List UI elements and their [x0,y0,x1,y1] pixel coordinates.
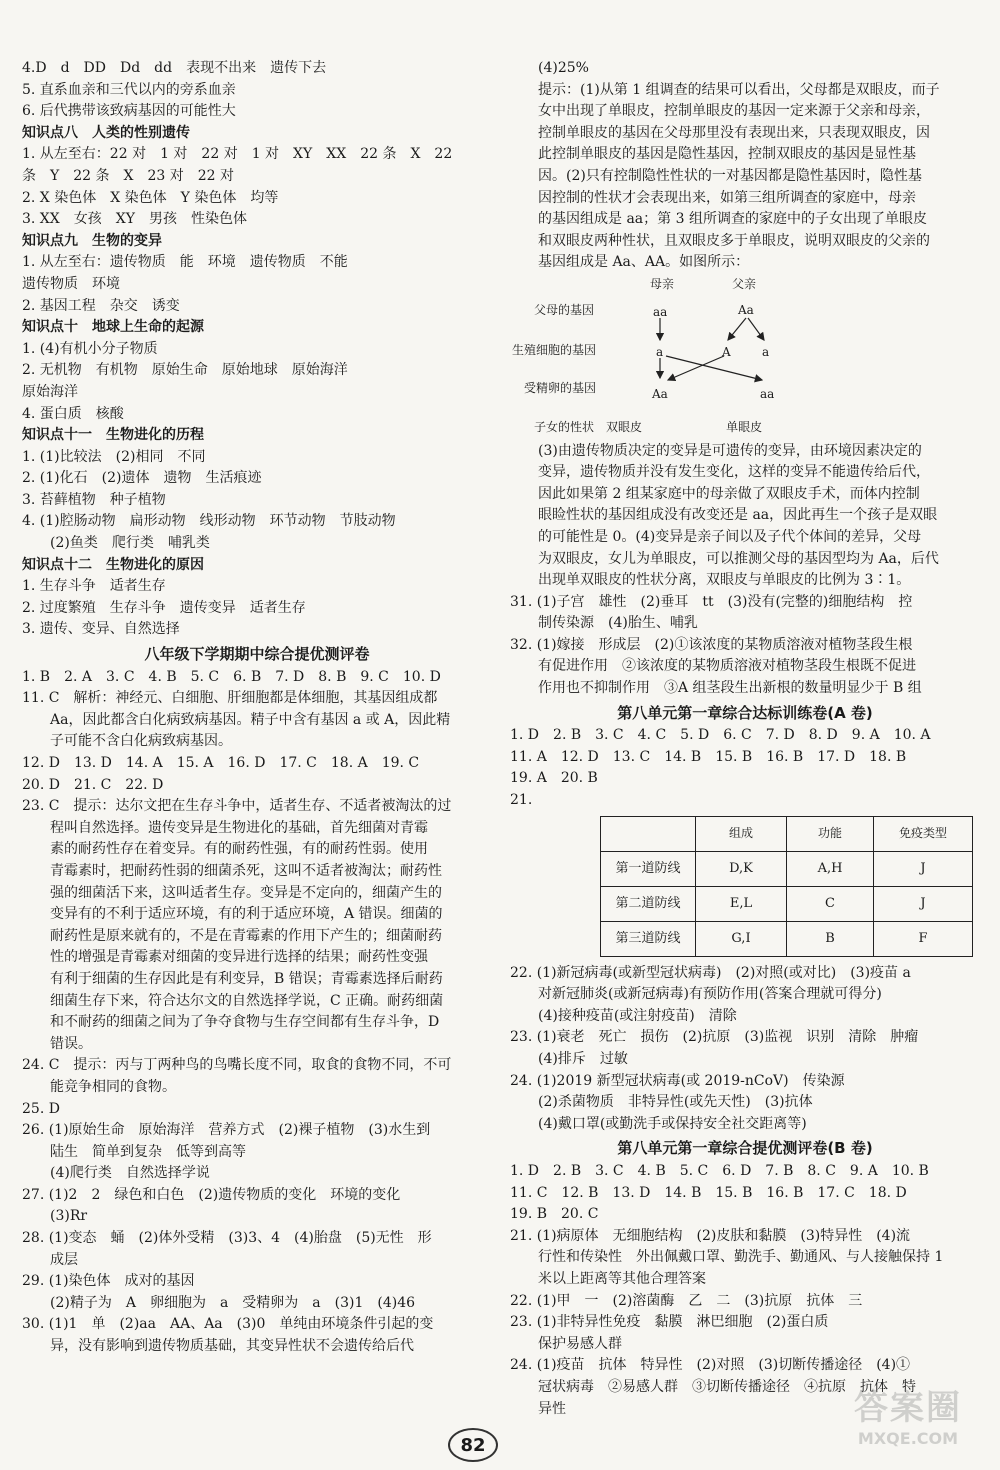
mother-cell-gene: a [656,344,664,359]
page-number: 82 [448,1428,498,1462]
label-mother: 母亲 [650,276,675,291]
inheritance-diagram [510,278,980,423]
answer-line: 和双眼皮两种性状，且双眼皮多于单眼皮，说明双眼皮的父亲的 [538,232,930,249]
answer-line: 变异，遗传物质并没有发生变化，这样的变异不能遗传给后代， [538,464,930,481]
answer-line: (4)排斥 过敏 [538,1051,628,1067]
table-cell: F [874,921,973,956]
right-column [510,58,980,1420]
answer-line: 错误。 [50,1035,92,1052]
answer-line: 12. D 13. D 14. A 15. A 16. D 17. C 18. A 19. C [22,755,420,771]
trait-single-eyelid: 单眼皮 [726,419,763,434]
table-header-cell: 免疫类型 [874,816,973,851]
answer-line: 1. (1)比较法 (2)相同 不同 [22,448,206,465]
table-header-cell: 功能 [787,816,874,851]
answer-line: 24. C 提示：丙与丁两种鸟的鸟嘴长度不同，取食的食物不同，不可 [22,1057,452,1074]
table-header-cell [601,816,696,851]
answer-line: 23. (1)衰老 死亡 损伤 (2)抗原 (3)监视 识别 清除 肿瘤 [510,1029,919,1046]
table-cell: J [874,886,973,921]
answer-line: 1. (4)有机小分子物质 [22,340,158,357]
section-heading: 知识点八 人类的性别遗传 [22,124,190,141]
father-cell-gene-a: a [762,344,770,359]
section-heading: 知识点十一 生物进化的历程 [22,427,204,444]
answer-line: 28. (1)变态 蛹 (2)体外受精 (3)3、4 (4)胎盘 (5)无性 形 [22,1230,432,1247]
trait-double-eyelid: 双眼皮 [606,419,643,434]
table-cell: 第一道防线 [601,851,696,886]
table-cell: C [787,886,874,921]
immunity-table-wrap [510,816,980,957]
answer-line: 11. C 12. B 13. D 14. B 15. B 16. B 17. C 18. D [510,1184,907,1201]
answer-line: 强的细菌活下来，这叫适者生存。变异是不定向的，细菌产生的 [50,884,442,901]
zygote-aa: aa [760,386,775,401]
answer-line: 提示：(1)从第 1 组调查的结果可以看出，父母都是双眼皮，而子 [538,81,940,98]
answer-line: 1. D 2. B 3. C 4. B 5. C 6. D 7. B 8. C 9. A 10. B [510,1162,929,1179]
answer-line: 的基因组成是 aa；第 3 组所调查的家庭中的子女出现了单眼皮 [538,211,927,228]
answer-line: 2. (1)化石 (2)遗体 遗物 生活痕迹 [22,470,262,487]
table-cell: A,H [787,851,874,886]
answer-line: 有利于细菌的生存因此是有利变异，B 错误；青霉素选择后耐药 [50,970,443,987]
father-gene: Aa [738,302,754,317]
answer-line: 22. (1)甲 一 (2)溶菌酶 乙 二 (3)抗原 抗体 三 [510,1292,863,1309]
section-title: 八年级下学期期中综合提优测评卷 [144,645,370,664]
answer-line: 5. 直系血亲和三代以内的旁系血亲 [22,81,236,98]
answer-line: 此控制单眼皮的基因是隐性基因，控制双眼皮的基因是显性基 [538,146,916,163]
answer-line: 因此如果第 2 组某家庭中的母亲做了双眼皮手术，而体内控制 [538,485,920,502]
section-heading: 知识点十 地球上生命的起源 [22,319,204,336]
answer-line: 能竞争相同的食物。 [50,1078,176,1095]
answer-line: 作用也不抑制作用 ③A 组茎段生出新根的数量明显少于 B 组 [538,680,922,697]
section-heading: 知识点九 生物的变异 [22,232,162,249]
answer-line: 行性和传染性 外出佩戴口罩、勤洗手、勤通风、与人接触保持 1 [538,1249,944,1266]
answer-line: (4)接种疫苗(或注射疫苗) 清除 [538,1007,737,1024]
answer-line: (2)鱼类 爬行类 哺乳类 [50,535,210,552]
answer-line: 19. A 20. B [510,770,598,787]
section-title: 第八单元第一章综合提优测评卷(B 卷) [617,1139,873,1158]
mother-gene: aa [653,304,668,319]
answer-line: 变异有的不利于适应环境，有的利于适应环境，A 错误。细菌的 [50,906,443,923]
left-column [22,58,492,1358]
answer-line: 4.D d DD Dd dd 表现不出来 遗传下去 [22,60,327,76]
table-cell: D,K [696,851,787,886]
answer-line: (4)25% [538,60,589,76]
answer-line: 3. 遗传、变异、自然选择 [22,621,180,638]
answer-line: 4. 蛋白质 核酸 [22,405,124,422]
answer-line: 1. 从左至右：22 对 1 对 22 对 1 对 XY XX 22 条 X 22 [22,146,453,163]
answer-line: 冠状病毒 ②易感人群 ③切断传播途径 ④抗原 抗体 特 [538,1378,916,1395]
section-title: 第八单元第一章综合达标训练卷(A 卷) [617,703,873,722]
answer-line: 22. (1)新冠病毒(或新型冠状病毒) (2)对照(或对比) (3)疫苗 a [510,964,911,981]
answer-line: 29. (1)染色体 成对的基因 [22,1273,195,1290]
answer-line: (3)Rr [50,1208,88,1225]
answer-line: 1. 生存斗争 适者生存 [22,578,166,595]
answer-line: 11. C 解析：神经元、白细胞、肝细胞都是体细胞，其基因组成都 [22,690,438,707]
answer-line: 因控制的性状才会表现出来，如第三组所调查的家庭中，母亲 [538,189,916,206]
answer-line: Aa，因此都含白化病致病基因。精子中含有基因 a 或 A，因此精 [50,711,451,728]
answer-line: 因。(2)只有控制隐性性状的一对基因都是隐性基因时，隐性基 [538,167,922,184]
answer-line: 米以上距离等其他合理答案 [538,1270,706,1287]
answer-line: (3)由遗传物质决定的变异是可遗传的变异，由环境因素决定的 [538,442,922,459]
section-heading: 知识点十二 生物进化的原因 [22,556,204,573]
answer-line: 20. D 21. C 22. D [22,776,164,793]
right-bottom-text [510,963,980,1420]
answer-line: 23. C 提示：达尔文把在生存斗争中，适者生存、不适者被淘汰的过 [22,798,452,815]
table-cell: G,I [696,921,787,956]
row-offspring-traits: 子女的性状 双眼皮 单眼皮 [534,419,763,434]
page-number-badge-icon [448,1428,498,1462]
answer-line: 性的增强是青霉素对细菌的变异进行选择的结果；耐药性变强 [50,949,428,966]
answer-line: (2)杀菌物质 非特异性(或先天性) (3)抗体 [538,1094,813,1111]
answer-line: 控制单眼皮的基因在父母那里没有表现出来，只表现双眼皮，因 [538,124,930,141]
answer-line: (4)爬行类 自然选择学说 [50,1165,210,1182]
zygote-Aa: Aa [652,386,668,401]
table-row [601,851,973,886]
table-header-cell: 组成 [696,816,787,851]
answer-line: 女中出现了单眼皮，控制单眼皮的基因一定来源于父亲和母亲， [538,103,930,120]
answer-line: 19. B 20. C [510,1206,599,1223]
arrow-cross-right [666,356,762,380]
answer-line: 31. (1)子宫 雄性 (2)垂耳 tt (3)没有(完整的)细胞结构 控 [510,593,913,610]
answer-line: 27. (1)2 2 绿色和白色 (2)遗传物质的变化 环境的变化 [22,1186,401,1203]
answer-line: 24. (1)疫苗 抗体 特异性 (2)对照 (3)切断传播途径 (4)① [510,1357,911,1374]
answer-line: 1. 从左至右：遗传物质 能 环境 遗传物质 不能 [22,254,348,271]
label-father: 父亲 [732,276,757,291]
answer-line: 青霉素时，把耐药性弱的细菌杀死，这叫不适者被淘汰；耐药性 [50,862,442,879]
answer-line: 的可能性是 0。(4)变异是亲子间以及子代个体间的差异，父母 [538,528,922,545]
answer-line: 1. D 2. B 3. C 4. C 5. D 6. C 7. D 8. D 9. A 10. A [510,727,931,744]
answer-line: 成层 [50,1251,78,1268]
watermark-logo: 答案圈 MXQE.COM [854,1388,962,1448]
answer-line: 条 Y 22 条 X 23 对 22 对 [22,167,235,184]
answer-line: 程叫自然选择。遗传变异是生物进化的基础，首先细菌对青霉 [50,819,428,836]
answer-line: 3. XX 女孩 XY 男孩 性染色体 [22,211,247,228]
answer-line: (2)精子为 A 卵细胞为 a 受精卵为 a (3)1 (4)46 [50,1294,416,1311]
answer-line: 3. 苔藓植物 种子植物 [22,491,166,508]
table-cell: 第三道防线 [601,921,696,956]
right-middle-text [510,441,980,812]
answer-line: 26. (1)原始生命 原始海洋 营养方式 (2)裸子植物 (3)水生到 [22,1122,431,1139]
table-cell: J [874,851,973,886]
answer-line: 21. [510,792,533,809]
row-germ-cell-genes: 生殖细胞的基因 [512,342,597,357]
answer-line: 2. 无机物 有机物 原始生命 原始地球 原始海洋 [22,362,348,379]
answer-line: 有促进作用 ②该浓度的某物质溶液对植物茎段生根既不促进 [538,658,916,675]
answer-line: 1. B 2. A 3. C 4. B 5. C 6. B 7. D 8. B 9. C 10. D [22,668,441,685]
father-cell-gene-A: A [722,344,731,359]
answer-line: 基因组成是 Aa、AA。如图所示： [538,254,750,271]
answer-line: 30. (1)1 单 (2)aa AA、Aa (3)0 单纯由环境条件引起的变 [22,1316,434,1333]
table-cell: E,L [696,886,787,921]
answer-line: 异，没有影响到遗传物质基础，其变异性状不会遗传给后代 [50,1338,414,1355]
answer-line: 素的耐药性存在着变异。有的耐药性强，有的耐药性弱。使用 [50,841,428,858]
answer-line: 陆生 简单到复杂 低等到高等 [50,1143,246,1160]
row-zygote-genes: 受精卵的基因 [524,380,597,395]
answer-line: 出现单双眼皮的性状分离，双眼皮与单眼皮的比例为 3∶1。 [538,572,911,589]
answer-line: 2. 基因工程 杂交 诱变 [22,297,180,314]
answer-line: 耐药性是原来就有的，不是在青霉素的作用下产生的；细菌耐药 [50,927,442,944]
answer-line: 细菌生存下来，符合达尔文的自然选择学说，C 正确。耐药细菌 [50,992,444,1009]
answer-line: 25. D [22,1100,60,1117]
answer-line: 11. A 12. D 13. C 14. B 15. B 16. B 17. D 18. B [510,748,907,765]
immunity-table [600,816,973,957]
answer-line: 6. 后代携带该致病基因的可能性大 [22,103,236,120]
answer-line: 和不耐药的细菌之间为了争夺食物与生存空间都有生存斗争，D [50,1014,440,1031]
row-parent-genes: 父母的基因 [534,302,595,317]
right-top-text [510,58,980,274]
answer-line: 21. (1)病原体 无细胞结构 (2)皮肤和黏膜 (3)特异性 (4)流 [510,1227,911,1244]
table-cell: 第二道防线 [601,886,696,921]
table-row [601,921,973,956]
table-row [601,886,973,921]
answer-line: 对新冠肺炎(或新冠病毒)有预防作用(答案合理就可得分) [538,986,882,1003]
answer-line: 23. (1)非特异性免疫 黏膜 淋巴细胞 (2)蛋白质 [510,1314,829,1331]
answer-line: 4. (1)腔肠动物 扁形动物 线形动物 环节动物 节肢动物 [22,513,396,530]
answer-line: (4)戴口罩(或勤洗手或保持安全社交距离等) [538,1115,807,1132]
table-cell: B [787,921,874,956]
answer-line: 原始海洋 [22,383,78,400]
answer-line: 24. (1)2019 新型冠状病毒(或 2019-nCoV) 传染源 [510,1072,845,1089]
answer-line: 2. 过度繁殖 生存斗争 遗传变异 适者生存 [22,599,306,616]
answer-line: 遗传物质 环境 [22,275,120,292]
answer-line: 子可能不含白化病致病基因。 [50,733,232,750]
answer-line: 眼睑性状的基因组成没有改变还是 aa，因此再生一个孩子是双眼 [538,507,938,524]
answer-line: 保护易感人群 [538,1335,622,1352]
answer-line: 为双眼皮，女儿为单眼皮，可以推测父母的基因型均为 Aa，后代 [538,550,939,567]
answer-line: 32. (1)嫁接 形成层 (2)①该浓度的某物质溶液对植物茎段生根 [510,636,913,653]
answer-line: 制传染源 (4)胎生、哺乳 [538,615,698,632]
answer-line: 异性 [538,1400,566,1417]
answer-line: 2. X 染色体 X 染色体 Y 染色体 均等 [22,189,279,206]
